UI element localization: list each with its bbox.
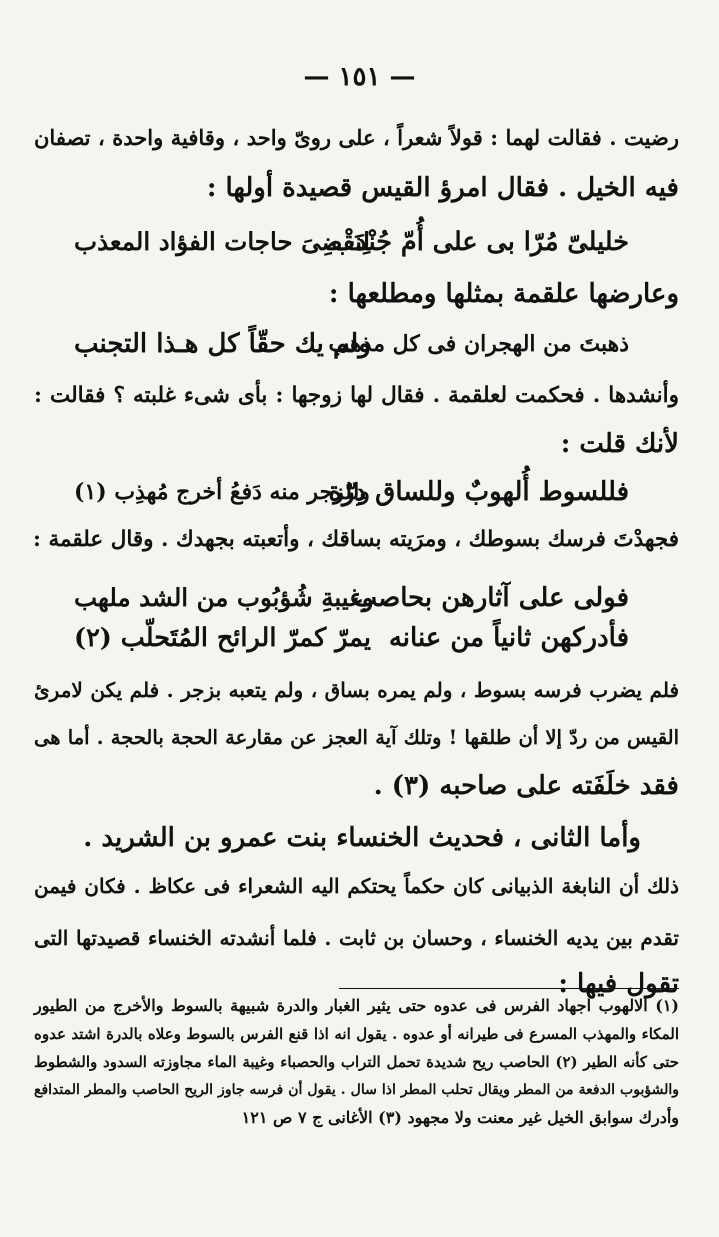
body-line: رضيت . فقالت لهما : قولاً شعراً ، على روىّ واحد ، وقافية واحدة ، تصفان xyxy=(34,125,679,150)
page-number: — ١٥١ — xyxy=(303,62,416,92)
footnote-line: والشؤبوب الدفعة من المطر ويقال تحلب المطر اذا سال . يقول أن فرسه جاوز الريح الحاصب والمطر المتدافع xyxy=(34,1082,679,1098)
verse-second-hemistich: يمرّ كمرّ الرائح المُتَحلّب (٢) xyxy=(74,623,372,653)
body-line: تقدم بين يديه الخنساء ، وحسان بن ثابت . فلما أنشدته الخنساء قصيدتها التى xyxy=(34,926,679,950)
verse-second-hemistich: لِنَقْضِىَ حاجات الفؤاد المعذب xyxy=(74,227,371,256)
verse-line xyxy=(34,616,679,660)
verse-first-hemistich: ذهبتَ من الهجران فى كل مذهب xyxy=(328,331,629,357)
verse-second-hemistich: ولم يك حقّاً كل هـذا التجنب xyxy=(74,329,371,359)
body-line: فقد خلَفَته على صاحبه (٣) . xyxy=(373,771,679,801)
body-line: فيه الخيل . فقال امرؤ القيس قصيدة أولها : xyxy=(206,173,679,203)
verse-line xyxy=(34,470,679,514)
footnote-line: المكاء والمهذب المسرع فى طيرانه أو عدوه . يقول انه اذا قنع الفرس بالسوط وعلاه بالدرة اشتد عدوه xyxy=(34,1025,679,1043)
footnote-line: (١) الالهوب اجهاد الفرس فى عدوه حتى يثير الغبار والدرة شبيهة بالسوط والأخرج من الطيور xyxy=(34,996,679,1015)
body-line: لأنك قلت : xyxy=(560,429,679,459)
verse-first-hemistich: خليلىّ مُرّا بى على أُمّ جُنْدَب xyxy=(331,227,629,257)
verse-second-hemistich: وغيبةِ شُؤبُوب من الشد ملهب xyxy=(74,583,374,612)
body-line: فلم يضرب فرسه بسوط ، ولم يمره بساق ، ولم يتعبه بزجر . فلم يكن لامرئ xyxy=(34,678,679,702)
verse-first-hemistich: فللسوط أُلهوبٌ وللساق دِرّة xyxy=(328,477,629,507)
body-line: القيس من ردّ إلا أن طلقها ! وتلك آية العجز عن مقارعة الحجة بالحجة . أما هى xyxy=(34,726,679,749)
verse-line xyxy=(34,576,679,620)
footnote-line: حتى كأنه الطير (٢) الحاصب ريح شديدة تحمل التراب والحصباء وغيبة الماء مجاوزته السدود والشطوط xyxy=(34,1053,680,1071)
body-line: تقول فيها : xyxy=(558,969,679,999)
body-line: وعارضها علقمة بمثلها ومطلعها : xyxy=(328,279,679,309)
verse-first-hemistich: فولى على آثارهن بحاصب xyxy=(352,583,629,613)
footnote-divider xyxy=(339,988,679,989)
body-line: ذلك أن النابغة الذبيانى كان حكماً يحتكم اليه الشعراء فى عكاظ . فكان فيمن xyxy=(34,874,679,898)
verse-first-hemistich: فأدركهن ثانياً من عنانه xyxy=(388,623,629,653)
body-line: وأنشدها . فحكمت لعلقمة . فقال لها زوجها : بأى شىء غلبته ؟ فقالت : xyxy=(34,383,679,408)
verse-line xyxy=(34,220,679,264)
body-line: وأما الثانى ، فحديث الخنساء بنت عمرو بن الشريد . xyxy=(83,823,641,853)
verse-second-hemistich: وللزجر منه دَفعُ أخرج مُهذِب (١) xyxy=(74,479,370,505)
body-line: فجهدْتَ فرسك بسوطك ، ومرَيته بساقك ، وأتعبته بجهدك . وقال علقمة : xyxy=(33,527,679,552)
verse-line xyxy=(34,322,679,366)
footnote-line: وأدرك سوابق الخيل غير معنت ولا مجهود (٣) الأغانى ج ٧ ص ١٢١ xyxy=(241,1108,679,1127)
